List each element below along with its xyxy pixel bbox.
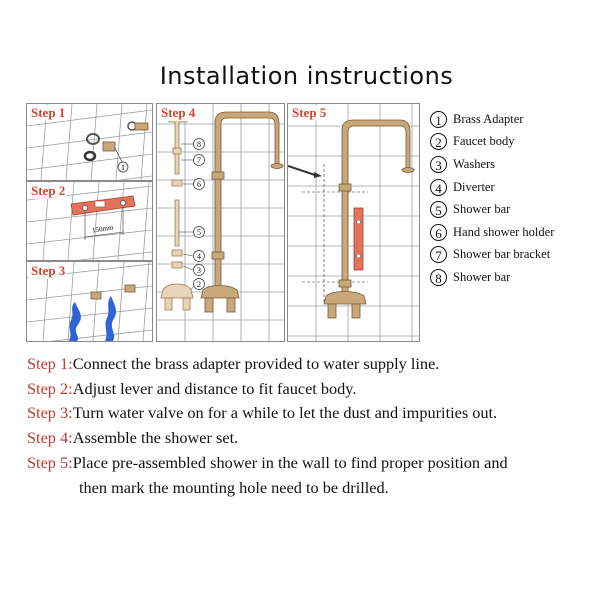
step-label: Step 1:	[27, 354, 73, 373]
step4-panel	[156, 103, 285, 342]
legend-number: 5	[430, 201, 447, 218]
legend-label: Shower bar	[453, 202, 511, 217]
legend-label: Washers	[453, 156, 496, 171]
legend-label: Diverter	[453, 179, 495, 194]
step-label: Step 2:	[27, 378, 73, 398]
step5-tag: Step 5	[292, 105, 327, 120]
legend-item	[430, 266, 610, 289]
step4-callout-6: 6	[197, 180, 201, 189]
step4-callout-5: 5	[197, 228, 201, 237]
step4-illustration	[157, 104, 284, 341]
step2-dimension: 150mm	[91, 223, 114, 235]
step5-illustration	[288, 104, 419, 341]
step4-callout-2: 2	[197, 280, 201, 289]
legend-number: 1	[430, 111, 447, 128]
step3-panel	[26, 261, 153, 342]
step-instructions	[27, 352, 597, 500]
legend-number: 8	[430, 269, 447, 286]
step1-panel	[26, 103, 153, 181]
step-text: Place pre-assembled shower in the wall to find proper position and	[72, 452, 508, 472]
parts-legend	[430, 108, 610, 289]
step-line	[27, 377, 597, 402]
legend-label: Brass Adapter	[453, 111, 524, 126]
step-text: Turn water valve on for a while to let the dust and impurities out.	[72, 403, 498, 423]
legend-label: Hand shower holder	[453, 224, 555, 239]
step5-panel	[287, 103, 420, 342]
step-text: Assemble the shower set.	[72, 428, 239, 448]
legend-item	[430, 153, 610, 176]
step4-callout-7: 7	[197, 156, 201, 165]
legend-number: 7	[430, 246, 447, 263]
step-label: Step 3:	[27, 403, 73, 423]
step4-callout-8: 8	[197, 140, 201, 149]
page-title: Installation instructions	[159, 62, 454, 90]
step4-tag: Step 4	[161, 105, 196, 120]
legend-label: Shower bar	[453, 269, 511, 284]
legend-number: 4	[430, 179, 447, 196]
step2-tag: Step 2	[31, 183, 66, 198]
step-line	[27, 451, 597, 476]
step4-callout-4: 4	[197, 252, 201, 261]
legend-item	[430, 221, 610, 244]
step-label: Step 5:	[27, 452, 73, 472]
step-line	[27, 352, 597, 377]
legend-item	[430, 244, 610, 267]
step-label: Step 4:	[27, 428, 73, 448]
step-text: Adjust lever and distance to fit faucet body.	[72, 378, 357, 398]
step-line	[27, 401, 597, 426]
legend-item	[430, 176, 610, 199]
legend-number: 3	[430, 156, 447, 173]
step1-tag: Step 1	[31, 105, 66, 120]
step-continuation: then mark the mounting hole need to be drilled.	[79, 477, 389, 497]
step3-tag: Step 3	[31, 263, 66, 278]
step4-callout-3: 3	[197, 266, 201, 275]
step2-panel	[26, 181, 153, 261]
legend-item	[430, 131, 610, 154]
legend-item	[430, 108, 610, 131]
legend-label: Faucet body	[453, 134, 515, 149]
legend-number: 2	[430, 133, 447, 150]
step-line	[27, 426, 597, 451]
step-text: Connect the brass adapter provided to water supply line.	[72, 354, 440, 373]
legend-item	[430, 198, 610, 221]
legend-number: 6	[430, 224, 447, 241]
step1-callout: 1	[121, 163, 125, 172]
legend-label: Shower bar bracket	[453, 247, 551, 262]
